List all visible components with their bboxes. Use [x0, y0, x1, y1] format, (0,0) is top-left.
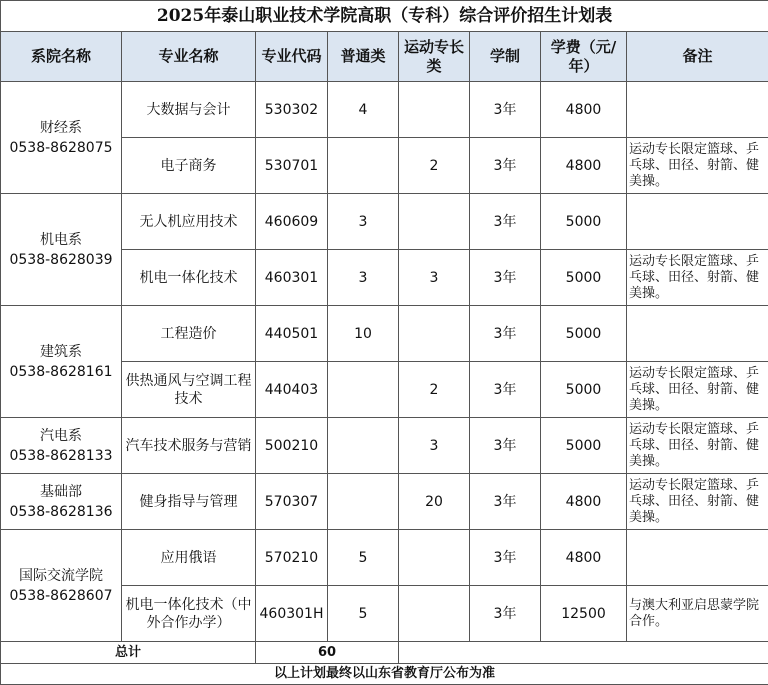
sports-cell: [399, 194, 470, 250]
code-cell: 440403: [256, 362, 328, 418]
major-cell: 健身指导与管理: [122, 474, 256, 530]
dept-name: 建筑系: [40, 344, 82, 360]
general-cell: [328, 418, 399, 474]
code-cell: 460609: [256, 194, 328, 250]
dept-cell: [1, 306, 122, 418]
dept-phone: 0538-8628136: [9, 504, 112, 520]
code-cell: 460301H: [256, 586, 328, 642]
code-cell: 570210: [256, 530, 328, 586]
major-cell: 工程造价: [122, 306, 256, 362]
fee-cell: 4800: [541, 138, 627, 194]
code-cell: 500210: [256, 418, 328, 474]
fee-cell: 4800: [541, 530, 627, 586]
years-cell: 3年: [470, 418, 541, 474]
header-code: 专业代码: [256, 32, 328, 82]
code-cell: 460301: [256, 250, 328, 306]
major-cell: 汽车技术服务与营销: [122, 418, 256, 474]
dept-name: 财经系: [40, 120, 82, 136]
code-cell: 570307: [256, 474, 328, 530]
years-cell: 3年: [470, 474, 541, 530]
table-title: 2025年泰山职业技术学院高职（专科）综合评价招生计划表: [1, 1, 768, 32]
header-sports: 运动专长类: [399, 32, 470, 82]
table-row: [1, 418, 768, 474]
major-cell: 机电一体化技术（中外合作办学）: [122, 586, 256, 642]
note-cell: 运动专长限定篮球、乒乓球、田径、射箭、健美操。: [627, 474, 768, 530]
dept-phone: 0538-8628075: [9, 140, 112, 156]
header-fee: 学费（元/年）: [541, 32, 627, 82]
sports-cell: [399, 530, 470, 586]
code-cell: 530701: [256, 138, 328, 194]
note-cell: [627, 82, 768, 138]
years-cell: 3年: [470, 250, 541, 306]
sports-cell: [399, 82, 470, 138]
years-cell: 3年: [470, 138, 541, 194]
table-row: [1, 194, 768, 250]
years-cell: 3年: [470, 306, 541, 362]
header-general: 普通类: [328, 32, 399, 82]
total-empty: [399, 642, 768, 664]
footer-row: [1, 664, 768, 685]
note-cell: 运动专长限定篮球、乒乓球、田径、射箭、健美操。: [627, 138, 768, 194]
general-cell: 10: [328, 306, 399, 362]
general-cell: 5: [328, 530, 399, 586]
general-cell: 5: [328, 586, 399, 642]
years-cell: 3年: [470, 194, 541, 250]
sports-cell: [399, 586, 470, 642]
dept-name: 基础部: [40, 484, 82, 500]
sports-cell: 3: [399, 250, 470, 306]
note-cell: [627, 306, 768, 362]
years-cell: 3年: [470, 362, 541, 418]
header-years: 学制: [470, 32, 541, 82]
major-cell: 机电一体化技术: [122, 250, 256, 306]
general-cell: [328, 362, 399, 418]
table-row: [1, 82, 768, 138]
major-cell: 无人机应用技术: [122, 194, 256, 250]
general-cell: 4: [328, 82, 399, 138]
table-row: [1, 306, 768, 362]
years-cell: 3年: [470, 530, 541, 586]
note-cell: 与澳大利亚启思蒙学院合作。: [627, 586, 768, 642]
note-cell: 运动专长限定篮球、乒乓球、田径、射箭、健美操。: [627, 362, 768, 418]
total-label: 总计: [1, 642, 256, 664]
major-cell: 应用俄语: [122, 530, 256, 586]
sports-cell: [399, 306, 470, 362]
table-row: [1, 474, 768, 530]
fee-cell: 5000: [541, 362, 627, 418]
dept-phone: 0538-8628039: [9, 252, 112, 268]
general-cell: [328, 138, 399, 194]
fee-cell: 4800: [541, 474, 627, 530]
general-cell: [328, 474, 399, 530]
dept-cell: [1, 474, 122, 530]
note-cell: [627, 530, 768, 586]
sports-cell: 3: [399, 418, 470, 474]
dept-cell: [1, 418, 122, 474]
major-cell: 大数据与会计: [122, 82, 256, 138]
major-cell: 供热通风与空调工程技术: [122, 362, 256, 418]
dept-cell: [1, 194, 122, 306]
total-value: 60: [256, 642, 399, 664]
header-dept: 系院名称: [1, 32, 122, 82]
general-cell: 3: [328, 194, 399, 250]
total-row: [1, 642, 768, 664]
footer-note: 以上计划最终以山东省教育厅公布为准: [1, 664, 768, 685]
sports-cell: 20: [399, 474, 470, 530]
dept-name: 机电系: [40, 232, 82, 248]
general-cell: 3: [328, 250, 399, 306]
dept-name: 汽电系: [40, 428, 82, 444]
fee-cell: 5000: [541, 194, 627, 250]
header-note: 备注: [627, 32, 768, 82]
table-row: [1, 530, 768, 586]
fee-cell: 4800: [541, 82, 627, 138]
code-cell: 440501: [256, 306, 328, 362]
fee-cell: 12500: [541, 586, 627, 642]
major-cell: 电子商务: [122, 138, 256, 194]
note-cell: 运动专长限定篮球、乒乓球、田径、射箭、健美操。: [627, 418, 768, 474]
note-cell: [627, 194, 768, 250]
dept-cell: [1, 530, 122, 642]
fee-cell: 5000: [541, 418, 627, 474]
note-cell: 运动专长限定篮球、乒乓球、田径、射箭、健美操。: [627, 250, 768, 306]
header-major: 专业名称: [122, 32, 256, 82]
fee-cell: 5000: [541, 306, 627, 362]
header-row: [1, 32, 768, 82]
fee-cell: 5000: [541, 250, 627, 306]
dept-name: 国际交流学院: [19, 568, 103, 584]
sports-cell: 2: [399, 138, 470, 194]
sports-cell: 2: [399, 362, 470, 418]
dept-phone: 0538-8628133: [9, 448, 112, 464]
years-cell: 3年: [470, 82, 541, 138]
years-cell: 3年: [470, 586, 541, 642]
dept-cell: [1, 82, 122, 194]
dept-phone: 0538-8628607: [9, 588, 112, 604]
code-cell: 530302: [256, 82, 328, 138]
dept-phone: 0538-8628161: [9, 364, 112, 380]
